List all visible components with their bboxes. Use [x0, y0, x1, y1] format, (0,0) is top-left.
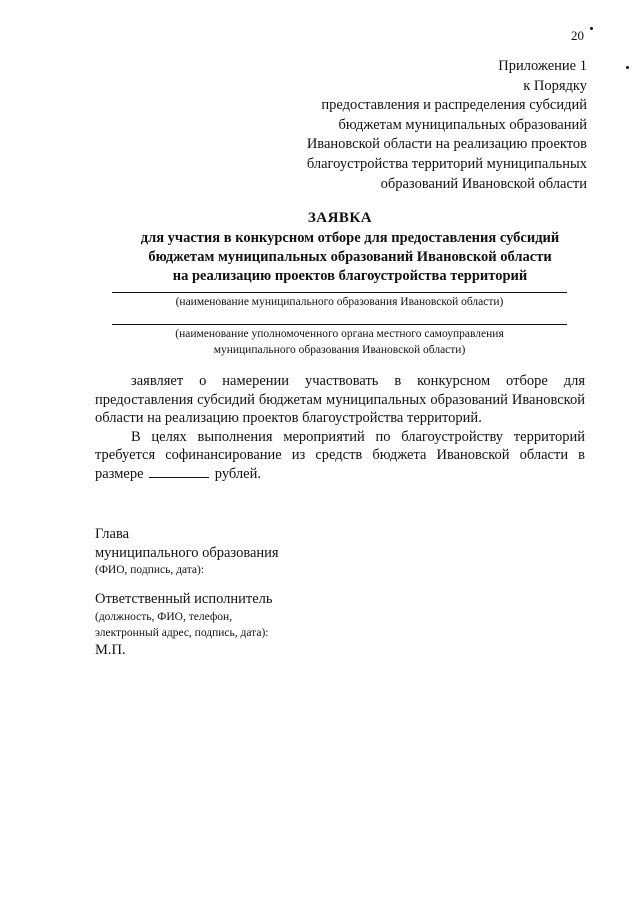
document-title: ЗАЯВКА [307, 210, 373, 226]
authority-name-line[interactable] [112, 324, 567, 325]
cofinancing-paragraph [95, 428, 585, 484]
municipality-name-line[interactable] [112, 292, 567, 293]
page-number: 20 [571, 28, 584, 43]
application-body [95, 372, 585, 484]
appendix-header [257, 57, 587, 194]
authority-name-caption [112, 327, 567, 358]
document-subtitle [60, 229, 640, 286]
stamp-place: М.П. [95, 641, 126, 658]
scan-speck [626, 66, 629, 69]
head-signature-block [95, 525, 395, 578]
municipality-name-caption: (наименование муниципального образования Ивановской области) [175, 296, 504, 308]
caption-line: муниципального образования Ивановской области) [213, 343, 466, 356]
executor-signature-block [95, 590, 395, 659]
executor-note-line: (должность, ФИО, телефон, [95, 610, 233, 623]
appendix-line: благоустройства территорий муниципальных [306, 155, 587, 172]
subtitle-line: для участия в конкурсном отборе для предоставления субсидий [140, 230, 560, 246]
cofinancing-text: В целях выполнения мероприятий по благоустройству территорий требуется софинансирование из средств бюджета Ивановской области в размере [95, 428, 585, 482]
appendix-line: образований Ивановской области [380, 175, 587, 192]
appendix-line: Ивановской области на реализацию проектов [306, 136, 587, 153]
subtitle-line: на реализацию проектов благоустройства территорий [172, 268, 528, 284]
subtitle-line: бюджетам муниципальных образований Ивановской области [148, 249, 552, 265]
head-title: Глава [95, 526, 130, 542]
intent-paragraph: заявляет о намерении участвовать в конкурсном отборе для предоставления субсидий бюджетам муниципальных образований Ивановской области на реализацию проектов благоустройства территорий. [95, 373, 585, 427]
head-signature-note: (ФИО, подпись, дата): [95, 564, 205, 576]
appendix-line: бюджетам муниципальных образований [338, 116, 587, 133]
appendix-line: к Порядку [523, 77, 587, 94]
amount-blank[interactable] [149, 465, 209, 478]
caption-line: (наименование уполномоченного органа местного самоуправления [175, 328, 504, 340]
currency-text: рублей. [214, 465, 261, 482]
executor-title: Ответственный исполнитель [95, 591, 273, 607]
appendix-line: Приложение 1 [498, 58, 587, 74]
head-title-cont: муниципального образования [95, 544, 279, 561]
scan-speck [590, 27, 593, 30]
executor-note-line: электронный адрес, подпись, дата): [95, 626, 269, 639]
appendix-line: предоставления и распределения субсидий [321, 97, 587, 114]
